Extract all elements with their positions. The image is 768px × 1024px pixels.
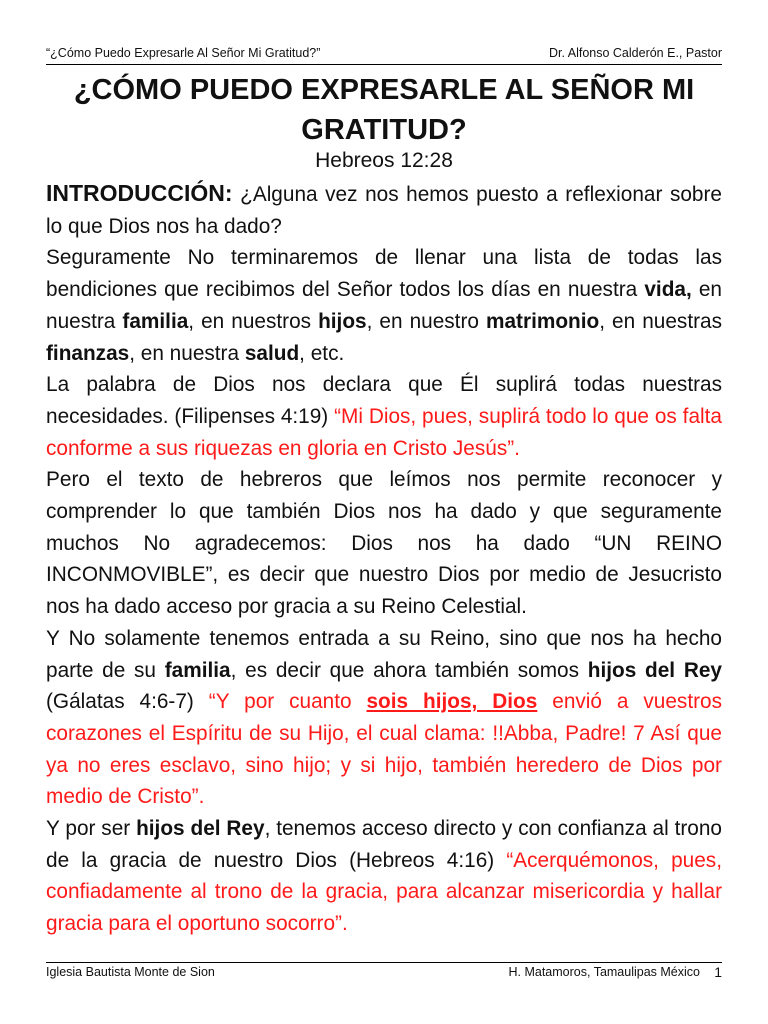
- bold-span: vida,: [644, 278, 692, 302]
- scripture-quote-underlined: sois hijos, Dios: [366, 690, 538, 714]
- scripture-quote: “Acerquémonos, pues, confiadamente al trono de la gracia, para alcanzar misericordia y hallar gracia para el oportuno socorro”.: [46, 848, 722, 936]
- text-span: , en nuestras: [599, 309, 722, 333]
- document-title: [0, 70, 768, 150]
- paragraph-blessings: [46, 242, 722, 369]
- paragraph-kingdom: Pero el texto de hebreros que leímos nos permite reconocer y comprender lo que también Dios nos ha dado y que seguramente muchos No agradecemos: Dios nos ha dado “UN REINO INCONMOVIBLE”, es decir que nuestro Dios por medio de Jesucristo nos ha dado acceso por gracia a su Reino Celestial.: [46, 468, 722, 619]
- text-span: Y No solamente tenemos entrada a su Reino, sino que nos ha hecho parte de su: [46, 626, 722, 682]
- bold-span: matrimonio: [486, 309, 600, 333]
- footer-church: Iglesia Bautista Monte de Sion: [46, 965, 215, 979]
- paragraph-needs: [46, 369, 722, 464]
- text-span: Seguramente No terminaremos de llenar una lista de todas las bendiciones que recibimos del Señor todos los días en nuestra: [46, 246, 722, 302]
- paragraph-family: [46, 623, 722, 813]
- text-span: , en nuestra: [129, 341, 245, 365]
- text-span: , es decir que ahora también somos: [230, 658, 588, 682]
- footer-location: H. Matamoros, Tamaulipas México: [508, 965, 700, 979]
- bold-span: familia: [122, 309, 189, 333]
- title-line-1: ¿CÓMO PUEDO EXPRESARLE AL SEÑOR MI: [73, 74, 695, 106]
- intro-text: ¿Alguna vez nos hemos puesto a reflexionar sobre lo que Dios nos ha dado?: [46, 183, 722, 238]
- bold-span: familia: [164, 658, 231, 682]
- text-span: , tenemos acceso directo y con confianza al trono de la gracia de nuestro Dios (Hebreos 4:16): [46, 817, 722, 872]
- paragraph-intro: [46, 178, 722, 242]
- bold-span: hijos: [318, 309, 367, 333]
- bold-span: salud: [244, 341, 300, 365]
- text-span: , en nuestro: [366, 309, 486, 333]
- page-footer: [46, 962, 722, 981]
- bold-span: hijos del Rey: [587, 658, 722, 682]
- page-number: 1: [714, 964, 722, 980]
- header-author: Dr. Alfonso Calderón E., Pastor: [548, 46, 722, 60]
- intro-label: INTRODUCCIÓN:: [46, 180, 233, 206]
- page-header: [46, 44, 722, 65]
- text-span: , en nuestros: [188, 309, 319, 333]
- text-span: La palabra de Dios nos declara que Él suplirá todas nuestras necesidades. (Filipenses 4:19): [46, 373, 722, 428]
- bold-span: hijos del Rey: [136, 817, 265, 841]
- scripture-reference: Hebreos 12:28: [315, 149, 453, 172]
- text-span: (Gálatas 4:6-7): [46, 690, 209, 714]
- paragraph-throne: [46, 813, 722, 940]
- text-span: Y por ser: [46, 817, 137, 841]
- scripture-quote: envió a vuestros corazones el Espíritu de su Hijo, el cual clama: !!Abba, Padre! 7 Así que ya no eres esclavo, sino hijo; y si hijo, también heredero de Dios por medio de Cristo”.: [46, 690, 722, 809]
- header-title: “¿Cómo Puedo Expresarle Al Señor Mi Gratitud?”: [46, 46, 321, 60]
- document-body: [46, 178, 722, 940]
- scripture-quote: “Mi Dios, pues, suplirá todo lo que os falta conforme a sus riquezas en gloria en Cristo Jesús”.: [46, 404, 722, 460]
- text-span: en nuestra: [46, 278, 722, 333]
- title-line-2: GRATITUD?: [301, 114, 467, 146]
- scripture-quote: “Y por cuanto: [208, 690, 367, 714]
- bold-span: finanzas: [46, 341, 130, 365]
- text-span: , etc.: [299, 341, 345, 365]
